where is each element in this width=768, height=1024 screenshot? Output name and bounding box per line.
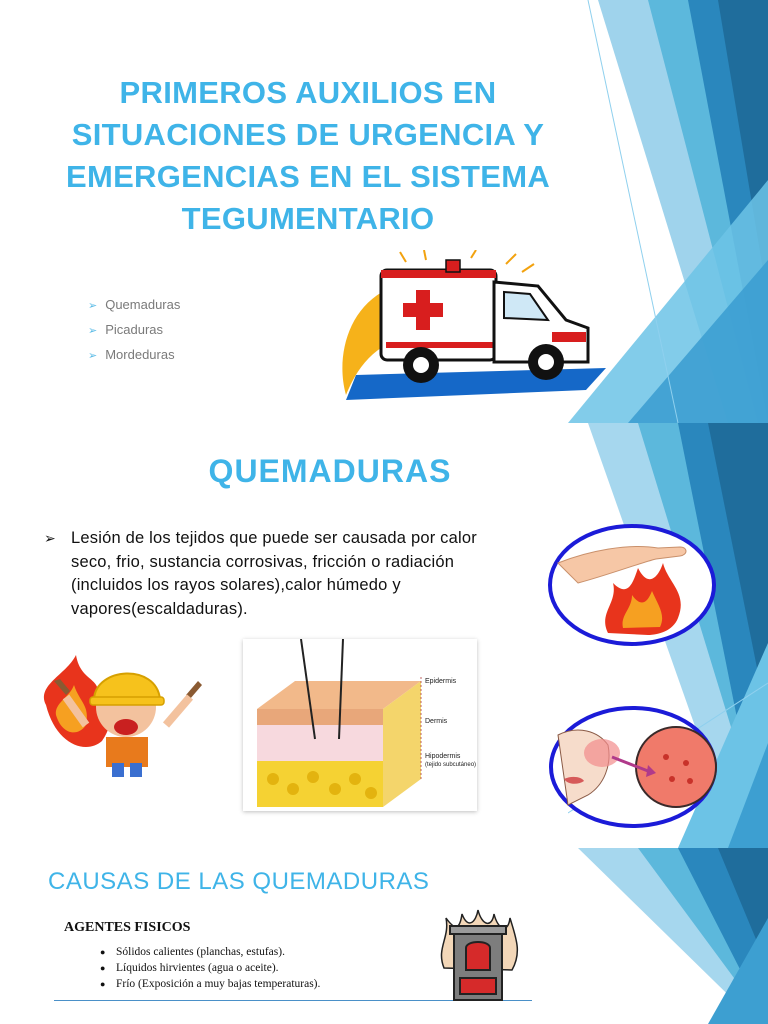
epidermis-label: Epidermis	[425, 678, 457, 685]
list-item: ● Sólidos calientes (planchas, estufas).	[100, 946, 285, 958]
subheading: AGENTES FISICOS	[64, 920, 191, 935]
skin-layers-diagram	[243, 639, 477, 811]
slide-causas	[0, 848, 768, 1024]
sunburn-face-illustration	[548, 705, 718, 829]
slide-title	[0, 0, 768, 423]
page-title: PRIMEROS AUXILIOS EN SITUACIONES DE URGENCIA Y EMERGENCIAS EN EL SISTEMA TEGUMENTARIO	[65, 75, 551, 236]
list-item: ➢ Quemaduras	[88, 297, 181, 312]
list-item: ● Líquidos hirvientes (agua o aceite).	[100, 962, 279, 974]
list-item: ➢ Picaduras	[88, 322, 164, 337]
hipodermis-label: Hipodermis	[425, 753, 461, 760]
list-item: ● Frío (Exposición a muy bajas temperaturas).	[100, 978, 321, 990]
bullet-icon: ●	[100, 963, 106, 973]
bullet-icon: ●	[100, 947, 106, 957]
arrow-icon: ➢	[88, 300, 98, 312]
definition-text: ➢ Lesión de los tejidos que puede ser causada por calor seco, frio, sustancia corrosivas, fricción o radiación (incluidos los rayos solares),calor húmedo y vapores(escaldaduras).	[44, 529, 477, 618]
slide-quemaduras	[0, 423, 768, 848]
list-item: ➢ Mordeduras	[88, 347, 175, 362]
topic-list	[88, 292, 180, 367]
arrow-icon: ➢	[88, 325, 98, 337]
dermis-label: Dermis	[425, 718, 448, 725]
section-title: CAUSAS DE LAS QUEMADURAS	[48, 868, 430, 895]
decor-triangles	[568, 848, 768, 1024]
hand-fire-illustration	[548, 523, 716, 647]
hipodermis-sublabel: (tejido subcutáneo)	[425, 762, 477, 768]
causes-list	[100, 944, 320, 992]
burned-worker-illustration	[26, 645, 222, 781]
bullet-icon: ●	[100, 979, 106, 989]
arrow-bullet-icon: ➢	[44, 530, 56, 546]
section-title: QUEMADURAS	[208, 453, 452, 489]
arrow-icon: ➢	[88, 350, 98, 362]
ambulance-illustration	[326, 250, 606, 410]
stove-fire-illustration	[436, 908, 520, 1004]
